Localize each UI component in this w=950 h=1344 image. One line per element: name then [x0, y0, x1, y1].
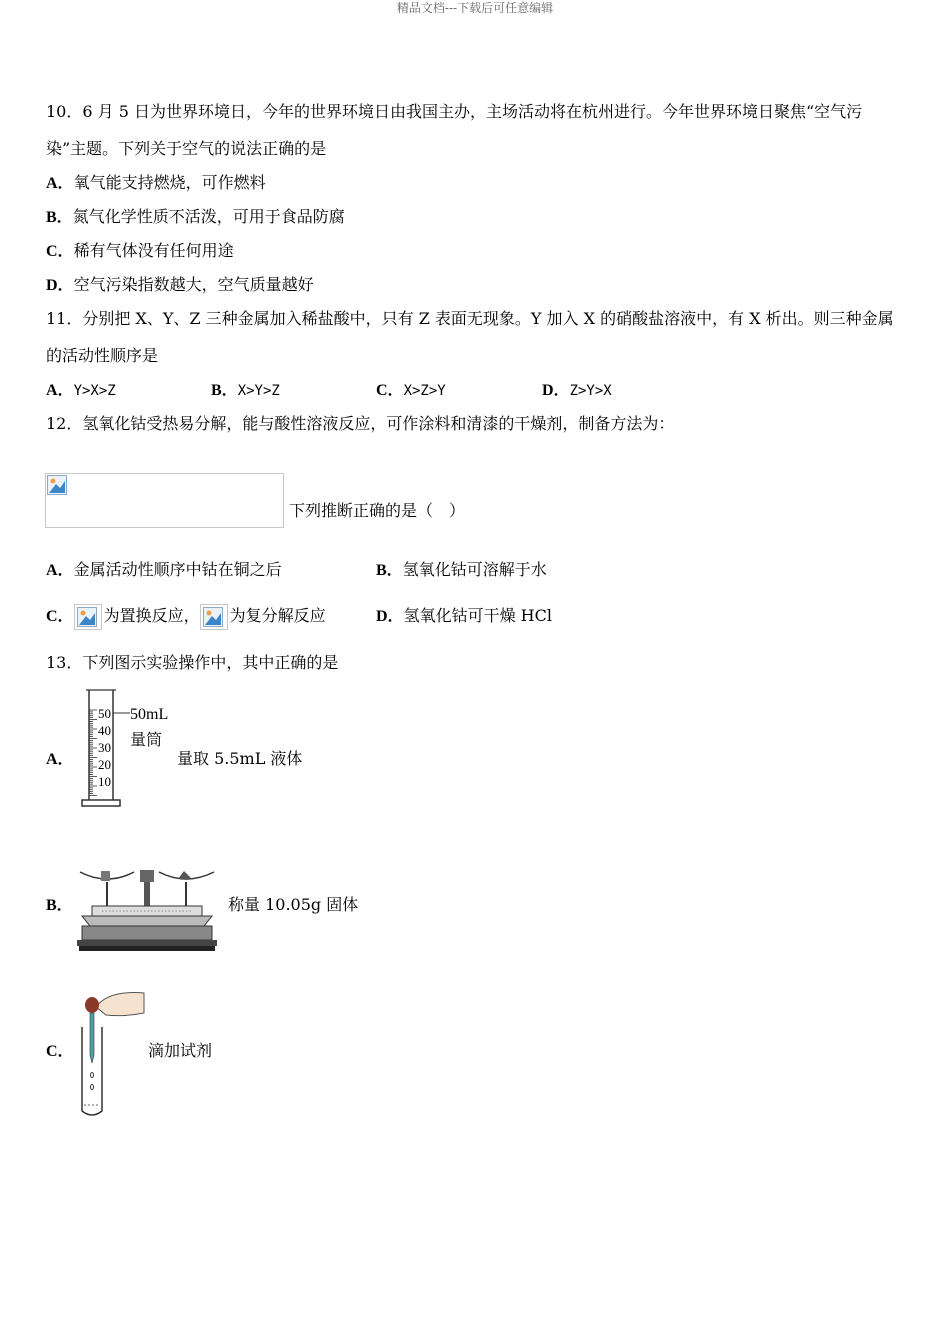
option-text: X>Z>Y [403, 383, 446, 399]
option-label: A． [46, 751, 74, 768]
option-text: 空气污染指数越大，空气质量越好 [73, 275, 314, 294]
q12-option-a [46, 560, 282, 581]
broken-image-icon [47, 475, 67, 495]
equation-image-placeholder [45, 473, 284, 528]
solid-sample-icon [178, 871, 192, 879]
q11-option-d [542, 380, 612, 401]
option-label: B． [46, 209, 73, 226]
option-text: Y>X>Z [73, 383, 116, 399]
graduated-cylinder-figure [72, 688, 182, 813]
dropper-test-tube-figure [78, 985, 148, 1120]
option-label: B． [46, 897, 73, 914]
q13-option-a-text: 量取 5.5mL 液体 [177, 749, 303, 768]
q10-stem-line2: 染”主题。下列关于空气的说法正确的是 [46, 139, 327, 158]
dropper-bulb-icon [85, 997, 99, 1013]
option-label: B． [211, 382, 238, 399]
option-text: 稀有气体没有任何用途 [73, 241, 234, 260]
cylinder-name-label: 量筒 [130, 732, 163, 749]
cylinder-tick-label: 30 [98, 740, 111, 755]
broken-image-icon [77, 607, 99, 627]
option-label: D． [542, 382, 570, 399]
q13-option-a-label [46, 749, 74, 770]
q12-option-d [376, 606, 552, 627]
option-label: D． [376, 608, 404, 625]
q13-option-c-text: 滴加试剂 [148, 1041, 213, 1060]
q13-option-b-label [46, 895, 73, 916]
option-text: Z>Y>X [569, 383, 612, 399]
q10-stem-line1: 10．6 月 5 日为世界环境日，今年的世界环境日由我国主办，主场活动将在杭州进行。今年世界环境日聚焦“空气污 [46, 102, 863, 121]
page-header: 精品文档---下载后可任意编辑 [396, 1, 554, 15]
option-label: C． [46, 243, 74, 260]
q13-option-c-label [46, 1041, 74, 1062]
reaction-image-placeholder [200, 604, 228, 630]
q12-option-b [376, 560, 547, 581]
q11-stem-line1: 11．分别把 X、Y、Z 三种金属加入稀盐酸中，只有 Z 表面无现象。Y 加入 X 的硝酸盐溶液中，有 X 析出。则三种金属 [46, 309, 894, 328]
cylinder-tick-label: 40 [98, 723, 111, 738]
q11-option-b [211, 380, 280, 401]
q11-stem-line2: 的活动性顺序是 [46, 346, 159, 365]
weight-icon [101, 871, 110, 881]
q10-option-c [46, 241, 234, 262]
option-label: C． [376, 382, 404, 399]
broken-image-icon [203, 607, 225, 627]
q10-option-b [46, 207, 345, 228]
option-label: C． [46, 1043, 74, 1060]
option-label: D． [46, 277, 74, 294]
option-label: A． [46, 562, 74, 579]
q13-stem-line1: 13．下列图示实验操作中，其中正确的是 [46, 653, 339, 672]
cylinder-tick-label: 10 [98, 774, 111, 789]
q12-stem-after-image: 下列推断正确的是（ ） [289, 501, 466, 520]
option-text: 为置换反应， [103, 606, 200, 625]
option-text: 氢氧化钴可干燥 HCl [403, 606, 552, 625]
option-text: X>Y>Z [237, 383, 280, 399]
option-text: 为复分解反应 [229, 606, 326, 625]
option-text: 金属活动性顺序中钴在铜之后 [73, 560, 282, 579]
q11-option-a [46, 380, 116, 401]
option-text: 氮气化学性质不活泼，可用于食品防腐 [72, 207, 345, 226]
option-text: 氢氧化钴可溶解于水 [402, 560, 547, 579]
cylinder-unit-label: 50mL [130, 706, 169, 723]
hand-icon [96, 993, 144, 1016]
q13-option-b-text: 称量 10.05g 固体 [228, 895, 359, 914]
option-label: C． [46, 608, 74, 625]
cylinder-tick-label: 50 [98, 706, 111, 721]
reaction-image-placeholder [74, 604, 102, 630]
q10-option-d [46, 275, 314, 296]
option-label: A． [46, 175, 74, 192]
option-label: A． [46, 382, 74, 399]
balance-scale-figure [74, 866, 219, 958]
cylinder-tick-label: 20 [98, 757, 111, 772]
q10-option-a [46, 173, 266, 194]
q12-stem-line1: 12．氢氧化钴受热易分解，能与酸性溶液反应，可作涂料和清漆的干燥剂，制备方法为： [46, 414, 675, 433]
q12-option-c [46, 602, 326, 631]
option-label: B． [376, 562, 403, 579]
option-text: 氧气能支持燃烧，可作燃料 [73, 173, 266, 192]
q11-option-c [376, 380, 446, 401]
